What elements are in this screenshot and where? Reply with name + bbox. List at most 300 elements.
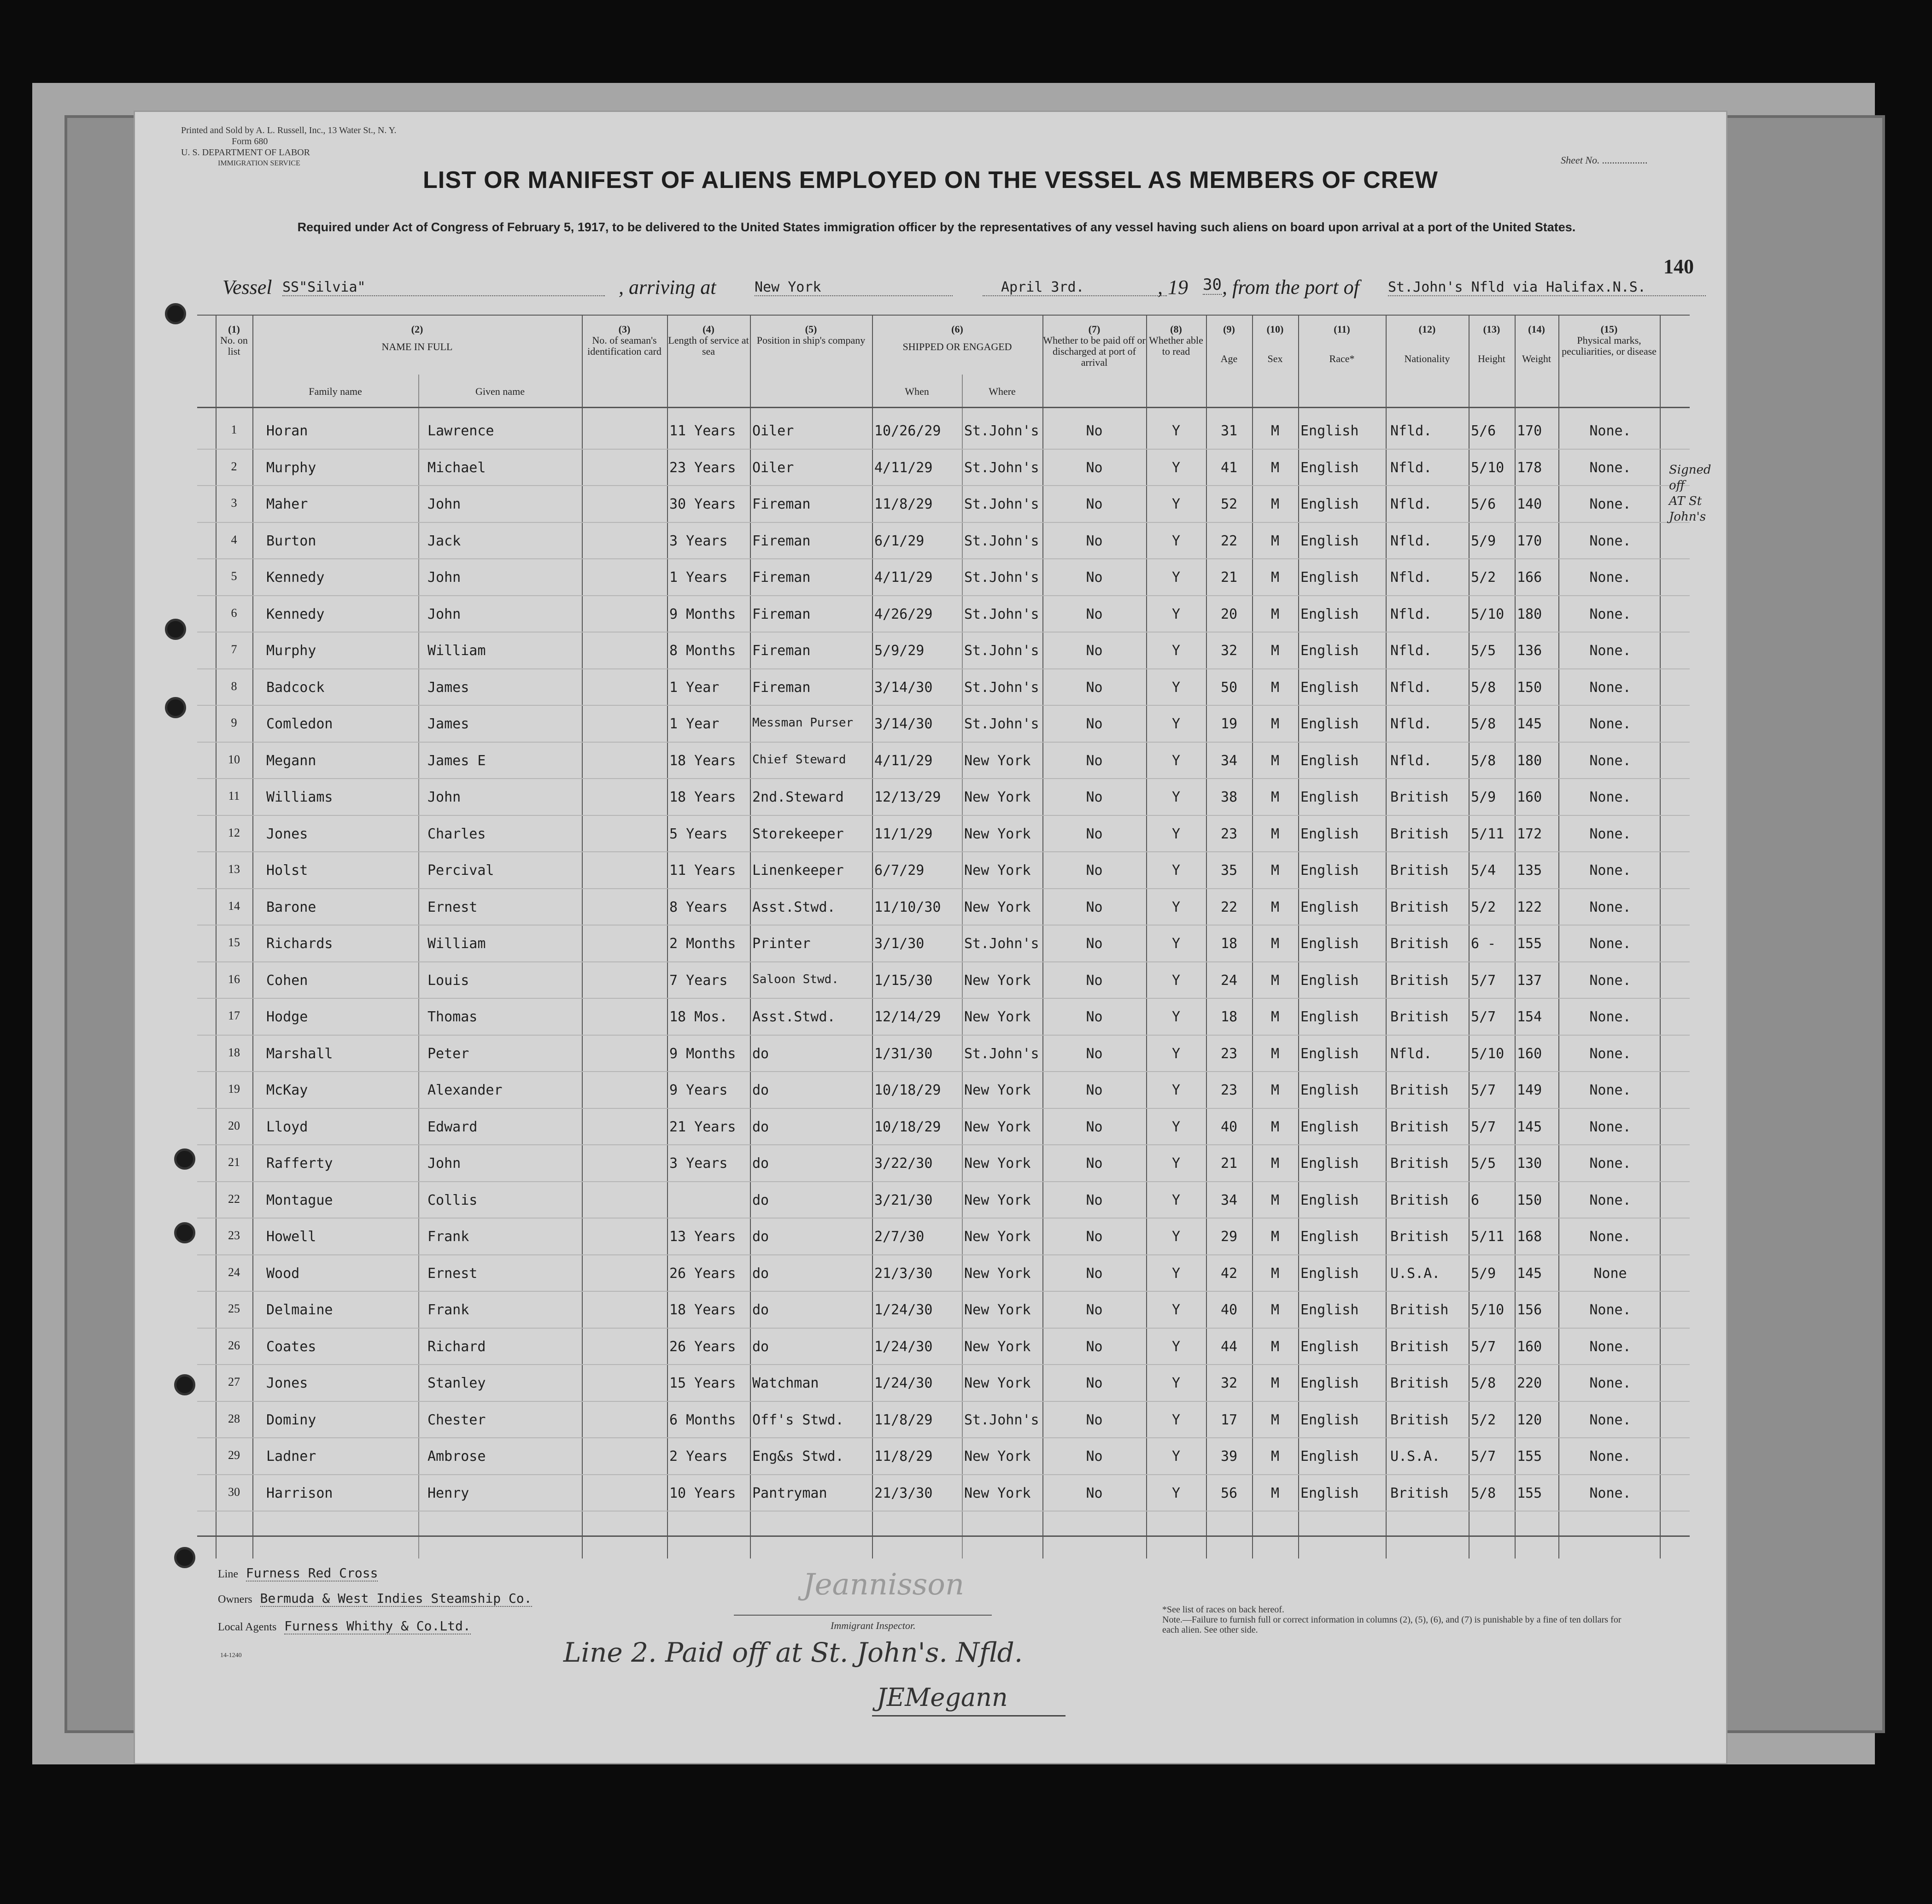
weight: 170 xyxy=(1517,533,1542,549)
weight: 149 xyxy=(1517,1082,1542,1098)
inspector-signature-line xyxy=(734,1615,992,1616)
row-number: 9 xyxy=(231,716,237,729)
family-name: Burton xyxy=(266,533,316,549)
row-rule xyxy=(197,1144,1690,1145)
height: 5/6 xyxy=(1471,423,1496,439)
shipped-where: New York xyxy=(964,1375,1031,1391)
nationality: Nfld. xyxy=(1390,643,1432,659)
race: English xyxy=(1300,1302,1359,1318)
age: 44 xyxy=(1220,1338,1238,1355)
age: 42 xyxy=(1220,1265,1238,1282)
col-label: Length of service at sea xyxy=(668,334,749,357)
nationality: British xyxy=(1390,1229,1449,1245)
row-rule xyxy=(197,558,1690,559)
col-header-sex xyxy=(1252,324,1298,364)
col-num: (5) xyxy=(805,323,817,335)
sex: M xyxy=(1270,1338,1280,1355)
row-number: 12 xyxy=(228,826,240,839)
position: Off's Stwd. xyxy=(752,1412,844,1428)
handwritten-signature: JEMegann xyxy=(877,1683,1008,1712)
shipped-when: 21/3/30 xyxy=(874,1485,933,1501)
shipped-where: St.John's xyxy=(964,496,1039,512)
row-number: 26 xyxy=(228,1338,240,1352)
position: Saloon Stwd. xyxy=(752,972,839,986)
nationality: British xyxy=(1390,1192,1449,1208)
given-name: John xyxy=(427,496,461,512)
col-header-marks xyxy=(1558,324,1660,357)
family-name: Kennedy xyxy=(266,569,325,586)
col-num: (9) xyxy=(1223,323,1235,335)
row-rule xyxy=(197,1291,1690,1292)
family-name: Barone xyxy=(266,899,316,915)
weight: 130 xyxy=(1517,1155,1542,1172)
nationality: U.S.A. xyxy=(1390,1265,1440,1282)
position: Storekeeper xyxy=(752,826,844,842)
able-to-read: Y xyxy=(1171,423,1181,439)
weight: 154 xyxy=(1517,1009,1542,1025)
row-number: 25 xyxy=(228,1302,240,1315)
paid-off: No xyxy=(1086,1448,1103,1465)
row-rule xyxy=(197,595,1690,596)
col-header-service xyxy=(667,324,750,357)
row-rule xyxy=(197,1364,1690,1365)
given-name: Michael xyxy=(427,459,486,476)
position: Linenkeeper xyxy=(752,862,844,879)
race: English xyxy=(1300,533,1359,549)
age: 18 xyxy=(1220,1009,1238,1025)
row-number: 21 xyxy=(228,1155,240,1169)
row-number: 5 xyxy=(231,569,237,583)
col-label: Age xyxy=(1220,353,1238,364)
sex: M xyxy=(1270,459,1280,476)
shipped-where: New York xyxy=(964,1338,1031,1355)
nationality: British xyxy=(1390,1009,1449,1025)
sex: M xyxy=(1270,1082,1280,1098)
row-number: 27 xyxy=(228,1375,240,1388)
from-port-label: , from the port of xyxy=(1222,276,1359,299)
age: 32 xyxy=(1220,643,1238,659)
nationality: British xyxy=(1390,1119,1449,1135)
service-length: 7 Years xyxy=(669,972,728,989)
shipped-when: 4/11/29 xyxy=(874,569,933,586)
nationality: British xyxy=(1390,899,1449,915)
age: 29 xyxy=(1220,1229,1238,1245)
row-number: 6 xyxy=(231,606,237,620)
row-rule xyxy=(197,1035,1690,1036)
height: 5/11 xyxy=(1471,826,1505,842)
row-number: 23 xyxy=(228,1229,240,1242)
col-label: Position in ship's company xyxy=(756,334,866,346)
col-num: (11) xyxy=(1334,323,1350,335)
age: 24 xyxy=(1220,972,1238,989)
shipped-where: New York xyxy=(964,1119,1031,1135)
service-length: 9 Months xyxy=(669,1045,736,1062)
col-num: (2) xyxy=(411,323,423,335)
service-length: 2 Months xyxy=(669,936,736,952)
signature-underline xyxy=(872,1715,1066,1717)
binder-hole xyxy=(174,1148,195,1170)
position: Printer xyxy=(752,936,811,952)
nationality: Nfld. xyxy=(1390,459,1432,476)
position: Fireman xyxy=(752,533,811,549)
shipped-when: 11/8/29 xyxy=(874,496,933,512)
sex: M xyxy=(1270,899,1280,915)
physical-marks: None. xyxy=(1589,459,1631,476)
row-number: 22 xyxy=(228,1192,240,1206)
physical-marks: None. xyxy=(1589,862,1631,879)
race: English xyxy=(1300,1155,1359,1172)
position: Eng&s Stwd. xyxy=(752,1448,844,1465)
row-number: 15 xyxy=(228,936,240,949)
row-number: 14 xyxy=(228,899,240,913)
nationality: British xyxy=(1390,826,1449,842)
given-name: Louis xyxy=(427,972,469,989)
sex: M xyxy=(1270,1302,1280,1318)
sex: M xyxy=(1270,423,1280,439)
age: 41 xyxy=(1220,459,1238,476)
position: Fireman xyxy=(752,606,811,622)
family-name: Murphy xyxy=(266,459,316,476)
shipped-when: 12/13/29 xyxy=(874,789,941,805)
service-length: 1 Year xyxy=(669,716,720,732)
paid-off: No xyxy=(1086,1265,1103,1282)
sex: M xyxy=(1270,972,1280,989)
paid-off: No xyxy=(1086,643,1103,659)
race: English xyxy=(1300,1412,1359,1428)
height: 5/9 xyxy=(1471,789,1496,805)
given-name: Frank xyxy=(427,1302,469,1318)
nationality: Nfld. xyxy=(1390,1045,1432,1062)
weight: 160 xyxy=(1517,1045,1542,1062)
binder-hole xyxy=(165,619,186,640)
age: 40 xyxy=(1220,1302,1238,1318)
height: 5/8 xyxy=(1471,1375,1496,1391)
note-races: *See list of races on back hereof. xyxy=(1162,1605,1284,1615)
paid-off: No xyxy=(1086,1302,1103,1318)
col-header-race xyxy=(1298,324,1386,364)
race: English xyxy=(1300,972,1359,989)
shipped-where: St.John's xyxy=(964,533,1039,549)
able-to-read: Y xyxy=(1171,496,1181,512)
paid-off: No xyxy=(1086,569,1103,586)
race: English xyxy=(1300,1009,1359,1025)
given-name: Charles xyxy=(427,826,486,842)
owners-field xyxy=(218,1591,532,1606)
row-rule xyxy=(197,851,1690,852)
position: Fireman xyxy=(752,643,811,659)
weight: 136 xyxy=(1517,643,1542,659)
row-number: 1 xyxy=(231,423,237,436)
shipped-where: New York xyxy=(964,1302,1031,1318)
handwritten-paid-off-note: Line 2. Paid off at St. John's. Nfld. xyxy=(563,1637,1023,1668)
shipped-where: New York xyxy=(964,899,1031,915)
row-number: 7 xyxy=(231,643,237,656)
paid-off: No xyxy=(1086,1082,1103,1098)
given-name: John xyxy=(427,1155,461,1172)
shipped-where: New York xyxy=(964,1009,1031,1025)
given-name: Frank xyxy=(427,1229,469,1245)
position: Fireman xyxy=(752,496,811,512)
paid-off: No xyxy=(1086,752,1103,769)
height: 5/10 xyxy=(1471,1302,1505,1318)
col-header-shipped xyxy=(872,324,1042,352)
position: Fireman xyxy=(752,569,811,586)
age: 20 xyxy=(1220,606,1238,622)
col-label: NAME IN FULL xyxy=(381,341,453,352)
col-header-nationality xyxy=(1386,324,1469,364)
paid-off: No xyxy=(1086,716,1103,732)
age: 23 xyxy=(1220,1045,1238,1062)
height: 5/9 xyxy=(1471,533,1496,549)
row-rule xyxy=(197,815,1690,816)
col-header-no xyxy=(216,324,252,357)
race: English xyxy=(1300,1375,1359,1391)
height: 5/7 xyxy=(1471,1448,1496,1465)
paid-off: No xyxy=(1086,679,1103,696)
row-number: 29 xyxy=(228,1448,240,1462)
height: 5/10 xyxy=(1471,606,1505,622)
given-name: Ernest xyxy=(427,1265,478,1282)
race: English xyxy=(1300,899,1359,915)
row-number: 4 xyxy=(231,533,237,546)
physical-marks: None. xyxy=(1589,752,1631,769)
sex: M xyxy=(1270,643,1280,659)
weight: 150 xyxy=(1517,1192,1542,1208)
shipped-when: 1/15/30 xyxy=(874,972,933,989)
agents-label: Local Agents xyxy=(218,1621,277,1633)
race: English xyxy=(1300,1119,1359,1135)
row-rule xyxy=(197,632,1690,633)
age: 39 xyxy=(1220,1448,1238,1465)
race: English xyxy=(1300,1338,1359,1355)
margin-note-line: Signed off xyxy=(1669,463,1711,492)
binder-hole xyxy=(174,1547,195,1568)
given-name: Peter xyxy=(427,1045,469,1062)
able-to-read: Y xyxy=(1171,789,1181,805)
position: do xyxy=(752,1192,769,1208)
family-name: Kennedy xyxy=(266,606,325,622)
arrival-year: 30 xyxy=(1203,275,1222,294)
service-length: 9 Months xyxy=(669,606,736,622)
paid-off: No xyxy=(1086,1338,1103,1355)
family-name: Rafferty xyxy=(266,1155,333,1172)
row-number: 10 xyxy=(228,752,240,766)
shipped-when: 1/24/30 xyxy=(874,1302,933,1318)
able-to-read: Y xyxy=(1171,716,1181,732)
col-header-name xyxy=(252,324,582,352)
imprint-service: IMMIGRATION SERVICE xyxy=(218,159,300,167)
age: 22 xyxy=(1220,533,1238,549)
nationality: Nfld. xyxy=(1390,496,1432,512)
sheet-number: Sheet No. .................. xyxy=(1561,154,1648,166)
able-to-read: Y xyxy=(1171,1009,1181,1025)
position: Watchman xyxy=(752,1375,819,1391)
service-length: 15 Years xyxy=(669,1375,736,1391)
physical-marks: None. xyxy=(1589,1045,1631,1062)
line-field xyxy=(218,1565,378,1581)
able-to-read: Y xyxy=(1171,826,1181,842)
physical-marks: None. xyxy=(1589,1192,1631,1208)
position: do xyxy=(752,1229,769,1245)
paid-off: No xyxy=(1086,826,1103,842)
age: 40 xyxy=(1220,1119,1238,1135)
able-to-read: Y xyxy=(1171,862,1181,879)
shipped-when: 2/7/30 xyxy=(874,1229,925,1245)
family-name: Wood xyxy=(266,1265,300,1282)
able-to-read: Y xyxy=(1171,1045,1181,1062)
paid-off: No xyxy=(1086,1375,1103,1391)
age: 35 xyxy=(1220,862,1238,879)
shipped-where: New York xyxy=(964,972,1031,989)
given-name: Lawrence xyxy=(427,423,494,439)
service-length: 1 Year xyxy=(669,679,720,696)
physical-marks: None. xyxy=(1589,789,1631,805)
position: Oiler xyxy=(752,423,794,439)
able-to-read: Y xyxy=(1171,1265,1181,1282)
nationality: British xyxy=(1390,1375,1449,1391)
family-name: Ladner xyxy=(266,1448,316,1465)
row-rule xyxy=(197,1401,1690,1402)
family-name: Murphy xyxy=(266,643,316,659)
able-to-read: Y xyxy=(1171,1082,1181,1098)
line-label: Line xyxy=(218,1568,238,1580)
col-label: Nationality xyxy=(1404,353,1450,364)
sex: M xyxy=(1270,1009,1280,1025)
nationality: Nfld. xyxy=(1390,533,1432,549)
weight: 180 xyxy=(1517,752,1542,769)
nationality: British xyxy=(1390,1082,1449,1098)
height: 5/5 xyxy=(1471,643,1496,659)
physical-marks: None. xyxy=(1589,972,1631,989)
able-to-read: Y xyxy=(1171,752,1181,769)
nationality: British xyxy=(1390,1302,1449,1318)
row-number: 3 xyxy=(231,496,237,510)
shipped-where: St.John's xyxy=(964,606,1039,622)
family-name: Howell xyxy=(266,1229,316,1245)
physical-marks: None. xyxy=(1589,936,1631,952)
race: English xyxy=(1300,1265,1359,1282)
position: do xyxy=(752,1302,769,1318)
age: 31 xyxy=(1220,423,1238,439)
weight: 160 xyxy=(1517,1338,1542,1355)
row-number: 17 xyxy=(228,1009,240,1022)
able-to-read: Y xyxy=(1171,1485,1181,1501)
physical-marks: None. xyxy=(1589,1448,1631,1465)
family-name: Maher xyxy=(266,496,308,512)
row-rule xyxy=(197,522,1690,523)
col-label: Race* xyxy=(1329,353,1355,364)
row-number: 28 xyxy=(228,1412,240,1425)
sex: M xyxy=(1270,1448,1280,1465)
weight: 135 xyxy=(1517,862,1542,879)
sex: M xyxy=(1270,569,1280,586)
col-label: Whether to be paid off or discharged at port of arrival xyxy=(1043,334,1146,368)
shipped-where: St.John's xyxy=(964,569,1039,586)
nationality: British xyxy=(1390,1485,1449,1501)
row-number: 11 xyxy=(228,789,240,803)
position: do xyxy=(752,1119,769,1135)
col-num: (12) xyxy=(1418,323,1436,335)
year-label: , 19 xyxy=(1158,276,1188,299)
physical-marks: None. xyxy=(1589,1119,1631,1135)
service-length: 30 Years xyxy=(669,496,736,512)
family-name: Jones xyxy=(266,1375,308,1391)
family-name: Badcock xyxy=(266,679,325,696)
binder-hole xyxy=(165,697,186,718)
position: do xyxy=(752,1338,769,1355)
imprint-form: Form 680 xyxy=(232,136,268,146)
given-name: Thomas xyxy=(427,1009,478,1025)
shipped-when: 10/26/29 xyxy=(874,423,941,439)
height: 5/8 xyxy=(1471,1485,1496,1501)
family-name: Jones xyxy=(266,826,308,842)
height: 6 - xyxy=(1471,936,1496,952)
col-label: Weight xyxy=(1522,353,1551,364)
agents-field xyxy=(218,1618,471,1634)
family-name: Coates xyxy=(266,1338,316,1355)
age: 17 xyxy=(1220,1412,1238,1428)
given-name: Percival xyxy=(427,862,494,879)
sex: M xyxy=(1270,679,1280,696)
height: 5/6 xyxy=(1471,496,1496,512)
shipped-when: 6/1/29 xyxy=(874,533,925,549)
physical-marks: None. xyxy=(1589,1082,1631,1098)
col-num: (1) xyxy=(228,323,240,335)
given-name: John xyxy=(427,569,461,586)
height: 5/10 xyxy=(1471,1045,1505,1062)
sex: M xyxy=(1270,1412,1280,1428)
height: 5/7 xyxy=(1471,972,1496,989)
physical-marks: None. xyxy=(1589,569,1631,586)
physical-marks: None. xyxy=(1589,1338,1631,1355)
col-header-height xyxy=(1469,324,1515,364)
race: English xyxy=(1300,789,1359,805)
race: English xyxy=(1300,679,1359,696)
able-to-read: Y xyxy=(1171,1338,1181,1355)
weight: 145 xyxy=(1517,1265,1542,1282)
family-name: Megann xyxy=(266,752,316,769)
age: 21 xyxy=(1220,569,1238,586)
height: 5/5 xyxy=(1471,1155,1496,1172)
shipped-when: 21/3/30 xyxy=(874,1265,933,1282)
family-name: Delmaine xyxy=(266,1302,333,1318)
weight: 178 xyxy=(1517,459,1542,476)
document-title: LIST OR MANIFEST OF ALIENS EMPLOYED ON THE VESSEL AS MEMBERS OF CREW xyxy=(423,167,1438,193)
arrival-date: April 3rd. xyxy=(983,279,1167,296)
row-number: 8 xyxy=(231,679,237,693)
able-to-read: Y xyxy=(1171,1412,1181,1428)
age: 34 xyxy=(1220,752,1238,769)
col-label: Height xyxy=(1478,353,1505,364)
service-length: 18 Years xyxy=(669,752,736,769)
agents-value: Furness Whithy & Co.Ltd. xyxy=(284,1618,471,1634)
paid-off: No xyxy=(1086,789,1103,805)
sex: M xyxy=(1270,496,1280,512)
height: 5/8 xyxy=(1471,679,1496,696)
col-num: (10) xyxy=(1266,323,1284,335)
weight: 172 xyxy=(1517,826,1542,842)
sex: M xyxy=(1270,1119,1280,1135)
shipped-where: St.John's xyxy=(964,716,1039,732)
shipped-where: St.John's xyxy=(964,679,1039,696)
race: English xyxy=(1300,643,1359,659)
paid-off: No xyxy=(1086,459,1103,476)
service-length: 5 Years xyxy=(669,826,728,842)
sex: M xyxy=(1270,789,1280,805)
col-header-position xyxy=(750,324,872,346)
given-name: James xyxy=(427,679,469,696)
race: English xyxy=(1300,716,1359,732)
